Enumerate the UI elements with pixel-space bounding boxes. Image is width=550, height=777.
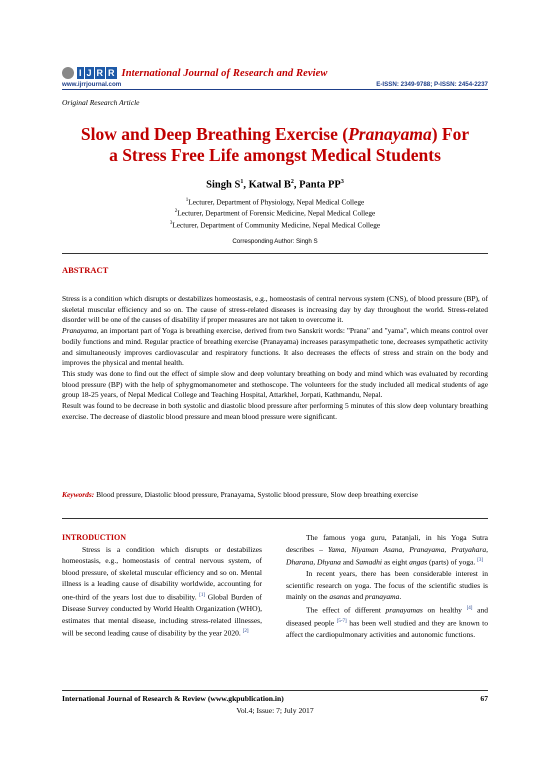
journal-name: International Journal of Research and Review [121, 67, 328, 79]
intro-text: Stress is a condition which disrupts or destabilizes homeostasis, e.g., homeostasis of central nervous system, of blood pressure, of skeletal muscular efficiency and so on. Mental illness is a leading cause of disability worldwide, accounting for one-third of the years lost due to disability. [62, 544, 262, 602]
footer-journal: International Journal of Research & Review (www.gkpublication.in) [62, 694, 284, 703]
abstract-italic-term: Pranayama [62, 326, 97, 336]
citation-link[interactable]: [5-7] [336, 619, 347, 625]
body-text: The effect of different [306, 605, 386, 615]
author-separator: , [293, 179, 300, 191]
author-separator: , [243, 179, 249, 191]
title-line-2: a Stress Free Life amongst Medical Students [109, 145, 441, 165]
abstract-text: , an important part of Yoga is breathing exercise, derived from two Sanskrit words: "Prana" and "yama", which means control over bodily functions and mind. Regular practice of breathing exercise (Pranayama) increases parasympathetic tone, decreases sympathetic activity and simultaneously improves cardiovascular and respiratory functions. It also decreases the effects of stress and strain on the body and improves the physical and mental health. [62, 326, 488, 368]
body-italic-text: pranayama [365, 592, 400, 602]
abstract-paragraph: Result was found to be decrease in both systolic and diastolic blood pressure after performing 5 minutes of this slow deep voluntary breathing exercise. The decrease of diastolic blood pressure and mean blood pressure were significant. [62, 401, 488, 421]
logo-letter: J [86, 68, 92, 78]
author-affil-sup: 2 [290, 179, 294, 185]
affiliation-sup: 2 [174, 209, 178, 215]
affiliation-sup: 1 [185, 198, 189, 203]
title-line-1 [62, 124, 488, 145]
body-text: The famous yoga guru, Patanjali, in his Yoga Sutra describes – [286, 533, 488, 554]
title-text: Slow and Deep Breathing Exercise ( [80, 124, 349, 144]
journal-header [62, 66, 488, 90]
journal-logo [77, 67, 118, 79]
journal-issn: E-ISSN: 2349-9788; P-ISSN: 2454-2237 [376, 81, 488, 88]
affiliation-line [62, 196, 488, 207]
footer-volume: Vol.4; Issue: 7; July 2017 [236, 706, 314, 715]
article-type: Original Research Article [62, 98, 140, 107]
keywords-label: Keywords: [62, 490, 95, 499]
journal-emblem-icon [62, 67, 74, 79]
keywords [62, 490, 488, 501]
author-name: Panta PP [299, 179, 341, 191]
introduction-heading: INTRODUCTION [62, 533, 127, 542]
right-column [286, 532, 488, 641]
intro-text: Global Burden of Disease Survey conducted by World Health Organization (WHO), estimates that mental disease, including stress-related illnesses, will be second leading cause of disability by the year 2020. [62, 592, 262, 638]
article-title [62, 124, 488, 166]
abstract-body [62, 294, 488, 422]
body-italic-text: asanas [329, 592, 351, 602]
abstract-bottom-divider [62, 518, 488, 519]
body-italic-text: pranayamas [385, 605, 423, 615]
logo-letter: R [96, 68, 104, 78]
body-italic-text: Yama, Niyaman Asana, Pranayama, Pratyahara, Dharana, Dhyana [286, 544, 488, 567]
citation-link[interactable]: [3] [477, 558, 484, 564]
citation-link[interactable]: [1] [199, 592, 206, 598]
title-italic-text: Pranayama [348, 124, 432, 144]
author-list [62, 179, 488, 191]
affiliations [62, 196, 488, 230]
citation-link[interactable]: [4] [466, 606, 473, 612]
abstract-paragraph [62, 326, 488, 369]
journal-website-link[interactable]: www.ijrrjournal.com [62, 81, 122, 88]
author-affil-sup: 1 [240, 179, 244, 185]
journal-logo-row [62, 66, 488, 80]
abstract-heading: ABSTRACT [62, 265, 109, 275]
logo-letter: R [108, 68, 115, 78]
affiliation-line [62, 219, 488, 230]
title-text: ) For [431, 124, 470, 144]
citation-link[interactable]: [2] [242, 629, 249, 635]
body-text: on healthy [422, 605, 467, 615]
affiliation-text: Lecturer, Department of Physiology, Nepal Medical College [188, 197, 365, 207]
corresponding-author: Corresponding Author: Singh S [232, 238, 318, 245]
page-footer [62, 694, 488, 703]
body-paragraph [286, 532, 488, 568]
header-divider [62, 89, 488, 90]
affiliation-sup: 3 [169, 220, 173, 226]
body-paragraph [286, 603, 488, 641]
logo-letter: I [79, 68, 82, 78]
body-text: has been well studied and they are known to affect the cardiopulmonary activities and autonomic functions. [286, 618, 488, 640]
body-text: (parts) of yoga. [427, 557, 476, 567]
author-affil-sup: 3 [340, 179, 344, 185]
author-name: Katwal B [248, 179, 291, 191]
page-number: 67 [480, 694, 488, 703]
affiliation-text: Lecturer, Department of Forensic Medicine, Nepal Medical College [177, 208, 376, 218]
journal-meta-row [62, 81, 488, 88]
body-text: and diseased people [286, 605, 488, 628]
abstract-paragraph: Stress is a condition which disrupts or destabilizes homeostasis, e.g., homeostasis of central nervous system (CNS), of blood pressure (BP), of skeletal muscular efficiency and so on. The cause of stress-related diseases is increasing day by day throughout the world. Stress-related disorder will be one of the causes of disability if proper measures are not taken to overcome it. [62, 294, 488, 325]
left-column [62, 532, 262, 639]
body-text: In recent years, there has been considerable interest in scientific research on yoga. The focus of the scientific studies is mainly on the [286, 569, 488, 602]
body-text: and [340, 557, 356, 567]
body-italic-text: Samadhi [355, 557, 383, 567]
affiliation-text: Lecturer, Department of Community Medicine, Nepal Medical College [172, 220, 381, 230]
footer-divider [62, 690, 488, 691]
body-italic-text: angas [409, 557, 428, 567]
body-paragraph [286, 568, 488, 603]
body-text: as eight [382, 557, 410, 567]
body-text: . [399, 592, 402, 602]
intro-paragraph [62, 544, 262, 640]
author-name: Singh S [206, 179, 241, 191]
abstract-top-divider [62, 253, 488, 254]
abstract-paragraph: This study was done to find out the effect of simple slow and deep voluntary breathing on body and mind which was evaluated by recording blood pressure (BP) with the help of sphygmomanometer and stethoscope. The volunteers for the study included all medical students of age group 18-25 years, of Nepal Medical College and Teaching Hospital, Attarkhel, Jorpati, Kathmandu, Nepal. [62, 368, 488, 400]
keywords-text: Blood pressure, Diastolic blood pressure, Pranayama, Systolic blood pressure, Slow deep breathing exercise [94, 490, 418, 499]
affiliation-line [62, 207, 488, 218]
body-text: and [350, 592, 366, 602]
